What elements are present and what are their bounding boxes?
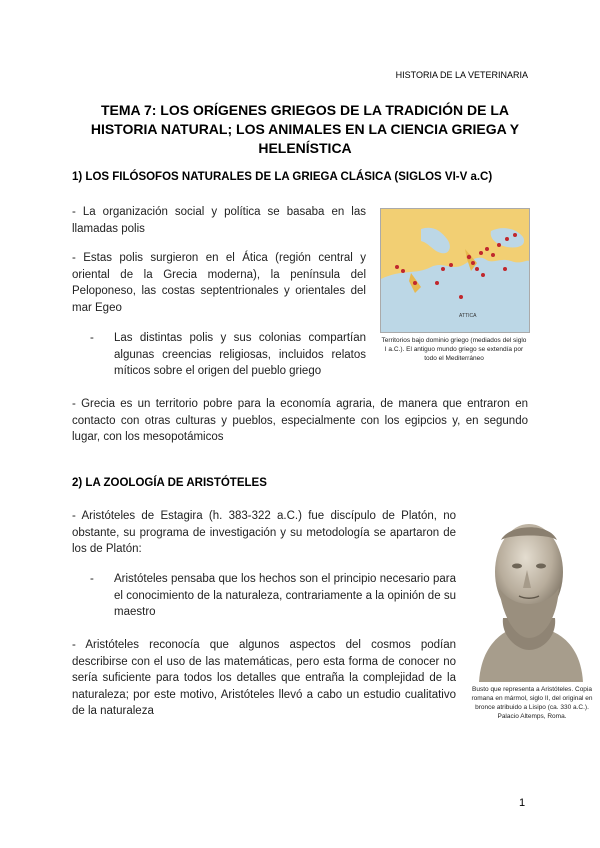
bullet-item	[90, 330, 366, 380]
paragraph: - Aristóteles de Estagira (h. 383-322 a.C.) fue discípulo de Platón, no obstante, su programa de investigación y su metodología se apartaron de los de Platón:	[72, 510, 456, 555]
aristotle-bust-image	[469, 500, 589, 682]
bullet-item	[90, 571, 456, 621]
map-label: ATTICA	[459, 313, 477, 319]
section-heading-1: 1) LOS FILÓSOFOS NATURALES DE LA GRIEGA CLÁSICA (SIGLOS VI-V a.C)	[72, 171, 493, 183]
bullet-text: Aristóteles pensaba que los hechos son el principio necesario para el conocimiento de la naturaleza, contrariamente a la opinión de su maestro	[114, 573, 456, 618]
bullet-text: Las distintas polis y sus colonias compartían algunas creencias religiosas, incluidos relatos míticos sobre el origen del pueblo griego	[114, 332, 366, 377]
paragraph: - Aristóteles reconocía que algunos aspectos del cosmos podían describirse con el uso de las matemáticas, pero esta forma de conocer no sería suficiente para todos los detalles que entraña la complejidad de la naturaleza; por este motivo, Aristóteles llevó a cabo un estudio cualitativo de la naturaleza	[72, 639, 456, 717]
bust-caption: Busto que representa a Aristóteles. Copia romana en mármol, siglo II, del original en bronce atribuido a Lisipo (ca. 330 a.C.). Palacio Altemps, Roma.	[471, 686, 593, 720]
page-number: 1	[519, 797, 526, 809]
greek-territories-map	[380, 208, 530, 333]
section-heading-2: 2) LA ZOOLOGÍA DE ARISTÓTELES	[72, 477, 267, 489]
paragraph: - La organización social y política se basaba en las llamadas polis	[72, 206, 366, 235]
page-title	[70, 101, 540, 158]
title-line: HELENÍSTICA	[258, 140, 352, 156]
bullet-dash: -	[90, 332, 94, 344]
paragraph: - Grecia es un territorio pobre para la economía agraria, de manera que entraron en contacto con otras culturas y pueblos, especialmente con los egipcios y, en segundo lugar, con los mesopotámicos	[72, 398, 528, 443]
title-line: HISTORIA NATURAL; LOS ANIMALES EN LA CIENCIA GRIEGA Y	[90, 121, 520, 137]
paragraph: - Estas polis surgieron en el Ática (región central y oriental de la Grecia moderna), la península del Peloponeso, las costas septentrionales y orientales del mar Egeo	[72, 252, 366, 314]
title-line: TEMA 7: LOS ORÍGENES GRIEGOS DE LA TRADICIÓN DE LA	[100, 102, 510, 118]
running-header: HISTORIA DE LA VETERINARIA	[395, 70, 528, 80]
map-caption: Territorios bajo dominio griego (mediados del siglo I a.C.). El antiguo mundo griego se extendía por todo el Mediterráneo	[381, 337, 527, 362]
bullet-dash: -	[90, 573, 94, 585]
